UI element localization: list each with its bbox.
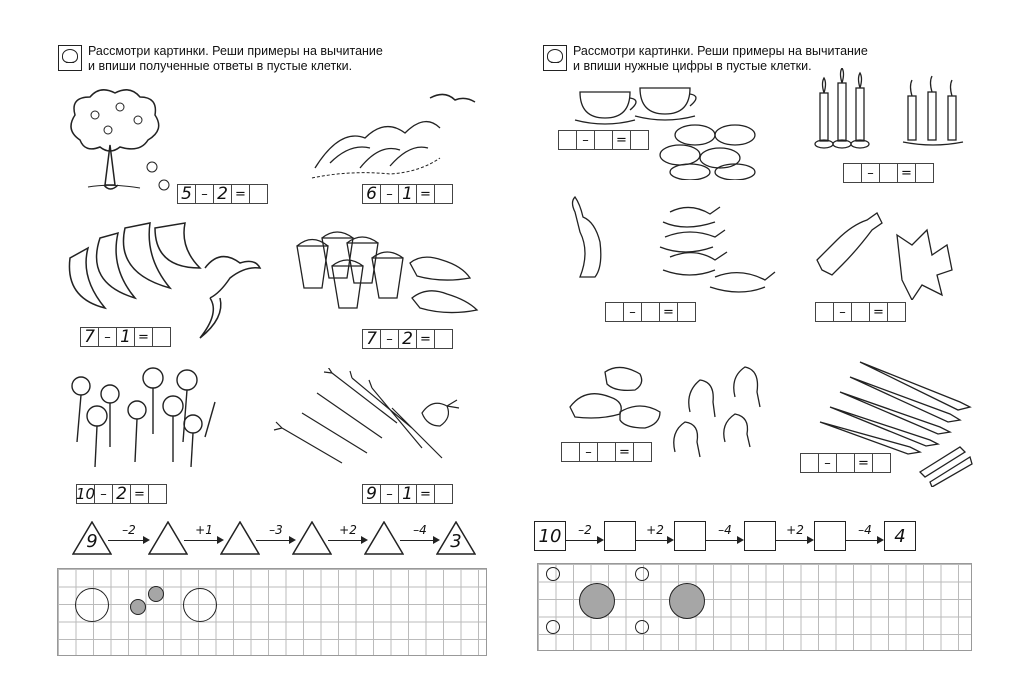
ice-creams-picture xyxy=(292,228,482,323)
minuend: 7 xyxy=(362,329,381,349)
small-circle xyxy=(546,567,560,581)
equals-sign: = xyxy=(416,484,435,504)
chain-square[interactable] xyxy=(674,521,706,551)
subtrahend: 2 xyxy=(112,484,131,504)
large-circle xyxy=(183,588,217,622)
minus-sign: – xyxy=(623,302,642,322)
minus-sign: – xyxy=(195,184,214,204)
chain-arrow: –4 xyxy=(400,529,440,541)
chain-square[interactable] xyxy=(604,521,636,551)
answer-cell[interactable] xyxy=(249,184,268,204)
chain-triangle[interactable] xyxy=(148,521,188,555)
minuend: 7 xyxy=(80,327,99,347)
number-cell[interactable] xyxy=(597,442,616,462)
chain-arrow: +2 xyxy=(776,529,814,541)
equals-sign: = xyxy=(130,484,149,504)
equals-sign: = xyxy=(612,130,631,150)
number-cell[interactable] xyxy=(836,453,855,473)
answer-cell[interactable] xyxy=(633,442,652,462)
answer-cell[interactable] xyxy=(915,163,934,183)
large-circle xyxy=(75,588,109,622)
equation-4 xyxy=(362,329,453,349)
birds-picture xyxy=(310,88,480,183)
number-cell[interactable] xyxy=(800,453,819,473)
chain-start: 9 xyxy=(72,521,112,555)
owl-icon xyxy=(58,45,82,71)
number-cell[interactable] xyxy=(641,302,660,322)
candles-picture xyxy=(808,68,978,153)
minuend: 5 xyxy=(177,184,196,204)
equation-2 xyxy=(362,184,453,204)
right-page xyxy=(510,0,1019,684)
small-circle xyxy=(635,567,649,581)
equals-sign: = xyxy=(854,453,873,473)
answer-cell[interactable] xyxy=(872,453,891,473)
chain-end: 3 xyxy=(436,521,476,555)
answer-cell[interactable] xyxy=(677,302,696,322)
equals-sign: = xyxy=(659,302,678,322)
minuend: 10 xyxy=(75,484,96,503)
equation-4 xyxy=(815,302,906,322)
instruction-line-2: и впиши полученные ответы в пустые клетки. xyxy=(88,59,353,73)
minus-sign: – xyxy=(380,484,399,504)
large-gray-circle xyxy=(669,583,705,619)
subtrahend: 2 xyxy=(398,329,417,349)
large-gray-circle xyxy=(579,583,615,619)
minus-sign: – xyxy=(833,302,852,322)
minus-sign: – xyxy=(380,184,399,204)
minus-sign: – xyxy=(818,453,837,473)
equals-sign: = xyxy=(897,163,916,183)
minuend: 6 xyxy=(362,184,381,204)
number-cell[interactable] xyxy=(561,442,580,462)
answer-cell[interactable] xyxy=(434,329,453,349)
answer-cell[interactable] xyxy=(887,302,906,322)
chain-square[interactable] xyxy=(814,521,846,551)
candies-picture xyxy=(802,205,972,300)
chain-end: 4 xyxy=(884,521,916,551)
small-gray-circle xyxy=(148,586,164,602)
answer-cell[interactable] xyxy=(434,184,453,204)
equation-5 xyxy=(561,442,652,462)
chain-arrow: –3 xyxy=(256,529,296,541)
number-cell[interactable] xyxy=(558,130,577,150)
equals-sign: = xyxy=(416,184,435,204)
chain-triangle[interactable] xyxy=(364,521,404,555)
subtrahend: 2 xyxy=(213,184,232,204)
minus-sign: – xyxy=(861,163,880,183)
minuend: 9 xyxy=(362,484,381,504)
number-cell[interactable] xyxy=(594,130,613,150)
number-cell[interactable] xyxy=(815,302,834,322)
copy-grid xyxy=(57,568,487,656)
equation-3 xyxy=(605,302,696,322)
minus-sign: – xyxy=(576,130,595,150)
chain-arrow: –2 xyxy=(108,529,150,541)
chain-arrow: –4 xyxy=(846,529,884,541)
instruction-line-1: Рассмотри картинки. Реши примеры на вычитание xyxy=(573,44,868,58)
apple-tree-picture xyxy=(60,85,180,200)
minus-sign: – xyxy=(579,442,598,462)
chain-triangle[interactable] xyxy=(220,521,260,555)
equals-sign: = xyxy=(134,327,153,347)
equals-sign: = xyxy=(231,184,250,204)
equation-6 xyxy=(362,484,453,504)
answer-cell[interactable] xyxy=(148,484,167,504)
equation-1 xyxy=(558,130,649,150)
chain-arrow: –4 xyxy=(706,529,744,541)
answer-cell[interactable] xyxy=(630,130,649,150)
subtrahend: 1 xyxy=(398,484,417,504)
owl-icon xyxy=(543,45,567,71)
equals-sign: = xyxy=(869,302,888,322)
equation-1 xyxy=(177,184,268,204)
number-cell[interactable] xyxy=(605,302,624,322)
answer-cell[interactable] xyxy=(434,484,453,504)
subtrahend: 1 xyxy=(116,327,135,347)
equals-sign: = xyxy=(615,442,634,462)
hares-picture xyxy=(565,192,780,302)
small-circle xyxy=(546,620,560,634)
answer-cell[interactable] xyxy=(152,327,171,347)
chain-arrow: +1 xyxy=(184,529,224,541)
chain-square[interactable] xyxy=(744,521,776,551)
subtrahend: 1 xyxy=(398,184,417,204)
small-gray-circle xyxy=(130,599,146,615)
minus-sign: – xyxy=(380,329,399,349)
equation-6 xyxy=(800,453,891,473)
equation-5 xyxy=(76,484,167,504)
chain-arrow: +2 xyxy=(328,529,368,541)
equals-sign: = xyxy=(416,329,435,349)
minus-sign: – xyxy=(98,327,117,347)
number-cell[interactable] xyxy=(879,163,898,183)
instruction-line-1: Рассмотри картинки. Реши примеры на вычитание xyxy=(88,44,383,58)
equation-2 xyxy=(843,163,934,183)
instruction-line-2: и впиши нужные цифры в пустые клетки. xyxy=(573,59,812,73)
chain-arrow: –2 xyxy=(566,529,604,541)
small-circle xyxy=(635,620,649,634)
carrots-picture xyxy=(272,368,472,468)
equation-3 xyxy=(80,327,171,347)
number-cell[interactable] xyxy=(851,302,870,322)
chain-start: 10 xyxy=(534,521,566,551)
number-cell[interactable] xyxy=(843,163,862,183)
minus-sign: – xyxy=(94,484,113,504)
chain-arrow: +2 xyxy=(636,529,674,541)
lollipops-picture xyxy=(65,362,225,472)
chain-triangle[interactable] xyxy=(292,521,332,555)
